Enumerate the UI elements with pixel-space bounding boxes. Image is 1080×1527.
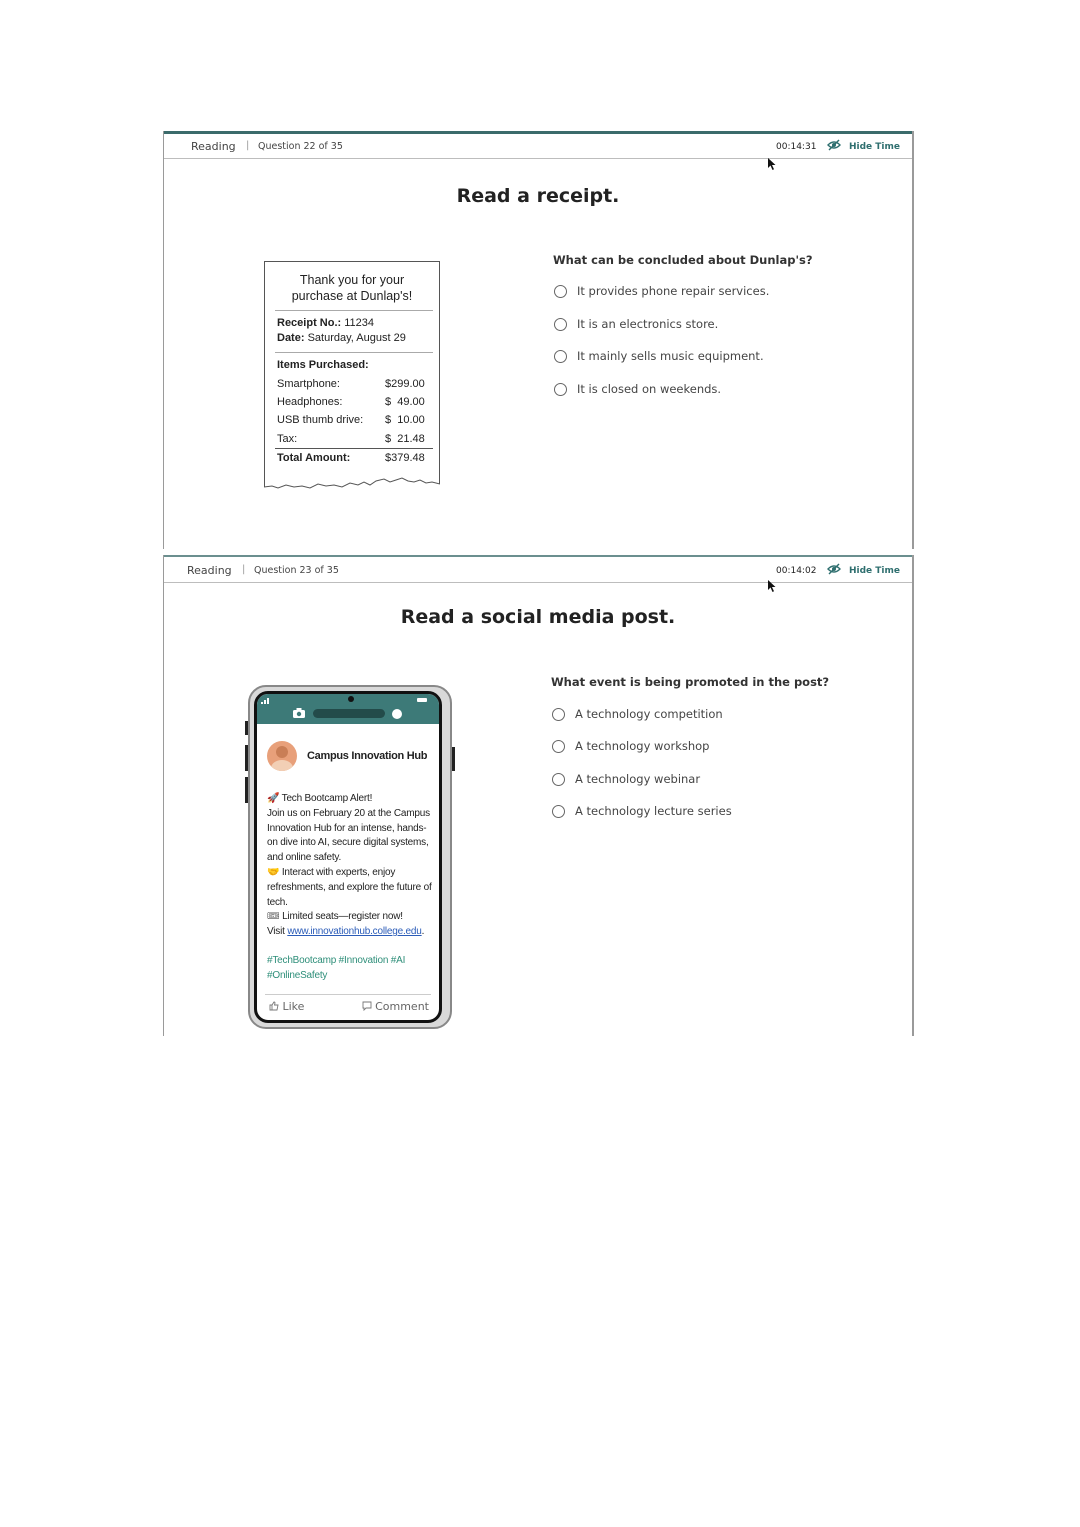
receipt-number: Receipt No.: 11234: [277, 317, 375, 329]
mouse-cursor-icon: [767, 579, 777, 593]
item-price: $ 10.00: [385, 414, 425, 426]
radio-button[interactable]: [552, 773, 565, 786]
option-label: A technology workshop: [575, 739, 710, 753]
radio-button[interactable]: [552, 805, 565, 818]
radio-button[interactable]: [554, 285, 567, 298]
receipt-thanks-line2: purchase at Dunlap's!: [291, 289, 413, 303]
page-title: Read a receipt.: [456, 185, 620, 207]
radio-button[interactable]: [552, 708, 565, 721]
section-label: Reading: [187, 564, 232, 577]
hide-time-button[interactable]: Hide Time: [849, 566, 901, 576]
hashtags[interactable]: #TechBootcamp #Innovation #AI #OnlineSafety: [267, 954, 406, 981]
search-pill: [313, 709, 385, 718]
comment-label: Comment: [375, 1000, 429, 1013]
item-name: Headphones:: [277, 396, 343, 408]
item-price: $ 49.00: [385, 396, 425, 408]
answer-option[interactable]: [552, 772, 700, 786]
camera-icon: [293, 708, 305, 718]
radio-button[interactable]: [554, 350, 567, 363]
items-heading: Items Purchased:: [277, 359, 369, 371]
item-name: USB thumb drive:: [277, 414, 364, 426]
option-label: It is an electronics store.: [577, 317, 719, 331]
mouse-cursor-icon: [767, 157, 777, 171]
phone-image: [248, 685, 452, 1029]
receipt-thanks-line1: Thank you for your: [299, 273, 405, 287]
post-actions: [265, 994, 431, 1015]
radio-button[interactable]: [554, 318, 567, 331]
home-indicator: [411, 1021, 425, 1023]
total-label: Total Amount:: [277, 452, 351, 464]
question-panel-23: [163, 555, 914, 1036]
front-camera: [348, 696, 354, 702]
question-panel-22: [163, 131, 914, 549]
answer-option[interactable]: [552, 739, 709, 753]
option-label: It provides phone repair services.: [577, 284, 770, 298]
like-button[interactable]: [269, 1000, 304, 1013]
eye-slash-icon[interactable]: [827, 139, 841, 151]
post-line: Join us on February 20 at the Campus Innovation Hub for an intense, hands-on dive into AI, secure digital systems, and online safety.: [267, 807, 430, 864]
item-name: Tax:: [277, 433, 298, 445]
battery-icon: [417, 698, 427, 702]
receipt-divider: [275, 352, 433, 353]
top-accent-bar: [164, 555, 912, 557]
option-label: A technology webinar: [575, 772, 701, 786]
item-name: Smartphone:: [277, 378, 340, 390]
post-line: 🤝 Interact with experts, enjoy refreshments, and explore the future of tech.: [267, 866, 432, 908]
receipt-thanks: [265, 272, 439, 304]
torn-edge: [264, 473, 440, 493]
option-label: A technology lecture series: [575, 804, 732, 818]
receipt-image: [264, 261, 440, 491]
item-price: $ 21.48: [385, 433, 425, 445]
question-text: What can be concluded about Dunlap's?: [553, 253, 813, 267]
phone-screen: [254, 691, 442, 1023]
answer-option[interactable]: [554, 382, 721, 396]
timer: 00:14:02: [776, 566, 817, 576]
answer-option[interactable]: [554, 349, 764, 363]
test-header: [164, 134, 912, 159]
section-label: Reading: [191, 140, 236, 153]
answer-option[interactable]: [554, 317, 718, 331]
answer-option[interactable]: [554, 284, 769, 298]
header-separator: |: [242, 564, 246, 575]
post-line: 🚀 Tech Bootcamp Alert!: [267, 793, 373, 804]
avatar: [267, 741, 297, 771]
comment-button[interactable]: [362, 1000, 429, 1013]
header-separator: |: [246, 140, 250, 151]
post-link[interactable]: www.innovationhub.college.edu: [287, 926, 422, 938]
answer-option[interactable]: [552, 804, 732, 818]
option-label: It is closed on weekends.: [577, 382, 722, 396]
radio-button[interactable]: [552, 740, 565, 753]
hide-time-button[interactable]: Hide Time: [849, 142, 901, 152]
receipt-total-divider: [275, 448, 433, 449]
question-counter: Question 22 of 35: [258, 141, 343, 152]
post-visit-line: Visit www.innovationhub.college.edu.: [267, 926, 425, 938]
post-line: 🎟 Limited seats—register now!: [267, 911, 403, 923]
page-name[interactable]: Campus Innovation Hub: [307, 750, 428, 762]
thumbs-up-icon: [269, 1001, 279, 1011]
question-text: What event is being promoted in the post?: [551, 675, 830, 689]
test-header: [164, 558, 912, 583]
item-price: $299.00: [385, 378, 425, 390]
post-body: [267, 792, 435, 984]
record-icon: [392, 709, 402, 719]
signal-icon: [261, 698, 271, 704]
timer: 00:14:31: [776, 142, 817, 152]
option-label: A technology competition: [575, 707, 723, 721]
page-title: Read a social media post.: [400, 606, 676, 628]
eye-slash-icon[interactable]: [827, 563, 841, 575]
radio-button[interactable]: [554, 383, 567, 396]
receipt-divider: [275, 310, 433, 311]
option-label: It mainly sells music equipment.: [577, 349, 764, 363]
phone-status-bar: [257, 694, 439, 724]
phone-power-button: [452, 747, 455, 771]
question-counter: Question 23 of 35: [254, 565, 339, 576]
answer-option[interactable]: [552, 707, 723, 721]
total-amount: $379.48: [385, 452, 425, 464]
like-label: Like: [282, 1000, 305, 1013]
receipt-paper: [264, 261, 440, 483]
receipt-date: Date: Saturday, August 29: [277, 332, 406, 344]
comment-icon: [362, 1001, 372, 1011]
